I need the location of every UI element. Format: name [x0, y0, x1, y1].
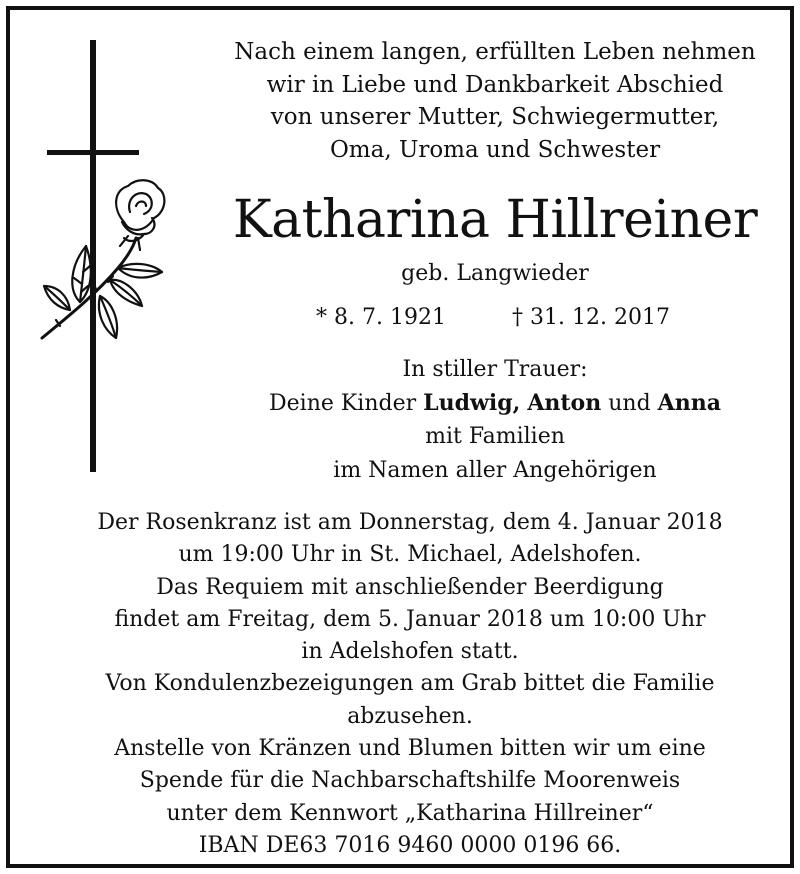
families-line: mit Familien: [425, 424, 565, 449]
birth-name: geb. Langwieder: [401, 261, 589, 286]
birth-date: * 8. 7. 1921: [316, 305, 446, 330]
intro-line: Oma, Uroma und Schwester: [329, 136, 661, 163]
mourners-block: [210, 353, 780, 487]
child-name: Anton: [527, 389, 602, 416]
children-prefix: Deine Kinder: [269, 390, 417, 416]
child-name: Anna: [657, 389, 721, 416]
details-line: Der Rosenkranz ist am Donnerstag, dem 4. Januar 2018: [97, 510, 723, 535]
deceased-name: Katharina Hillreiner: [232, 190, 758, 250]
intro-line: Nach einem langen, erfüllten Leben nehmen: [234, 39, 756, 65]
iban-line: IBAN DE63 7016 9460 0000 0196 66.: [198, 832, 622, 858]
details-line: abzusehen.: [347, 703, 473, 729]
relatives-line: im Namen aller Angehörigen: [333, 457, 657, 483]
child-name: Ludwig,: [423, 389, 521, 416]
intro-line: wir in Liebe und Dankbarkeit Abschied: [266, 71, 724, 98]
details-line: in Adelshofen statt.: [301, 639, 519, 665]
rose-icon: [42, 180, 164, 338]
details-line: findet am Freitag, dem 5. Januar 2018 um 10:00 Uhr: [114, 606, 706, 632]
obituary-notice: [6, 6, 794, 868]
intro-line: von unserer Mutter, Schwiegermutter,: [270, 104, 720, 130]
details-line: Von Kondulenzbezeigungen am Grab bittet die Familie: [105, 671, 715, 697]
cross-and-rose: [40, 40, 180, 480]
details-line: um 19:00 Uhr in St. Michael, Adelshofen.: [178, 542, 642, 568]
details-line: Spende für die Nachbarschaftshilfe Moorenweis: [139, 768, 681, 794]
death-date: † 31. 12. 2017: [512, 305, 670, 330]
details-line: Das Requiem mit anschließender Beerdigung: [156, 574, 664, 600]
service-details: [30, 507, 790, 862]
conjunction: und: [608, 390, 651, 416]
details-line: Anstelle von Kränzen und Blumen bitten wir um eine: [114, 736, 706, 762]
mourning-heading: In stiller Trauer:: [402, 357, 588, 382]
children-line: [210, 387, 780, 421]
cross-icon: [47, 40, 139, 472]
details-line: unter dem Kennwort „Katharina Hillreiner“: [166, 800, 654, 826]
intro-text: [210, 36, 780, 166]
